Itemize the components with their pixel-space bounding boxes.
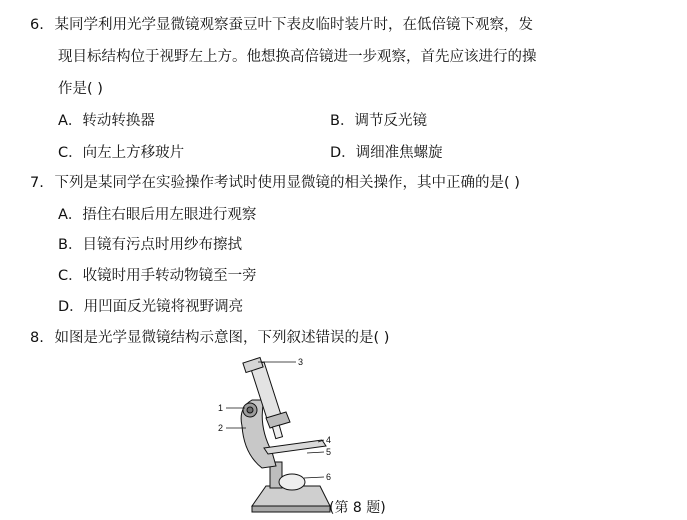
leader-line-5 — [307, 452, 324, 453]
figure-label-2: 2 — [218, 423, 224, 433]
q7-option-d — [58, 297, 243, 317]
figure-label-4: 4 — [326, 435, 332, 445]
figure-label-5: 5 — [326, 447, 332, 457]
option-text: 目镜有污点时用纱布擦拭 — [82, 237, 242, 253]
option-label: C． — [58, 268, 83, 284]
option-text: 调节反光镜 — [354, 113, 427, 129]
option-label: C． — [58, 145, 83, 161]
microscope-base-front — [252, 506, 330, 512]
option-text: 转动转换器 — [82, 113, 155, 129]
microscope-fine-knob — [247, 407, 253, 413]
option-text: 捂住右眼后用左眼进行观察 — [82, 207, 257, 223]
q6-option-b — [330, 111, 427, 131]
q8-stem-text-1: 如图是光学显微镜结构示意图，下列叙述错误的是( ) — [54, 330, 390, 346]
option-text: 向左上方移玻片 — [82, 145, 185, 161]
figure-caption: (第 8 题) — [329, 500, 386, 516]
q6-option-c — [58, 143, 184, 163]
leader-line-6 — [304, 477, 324, 478]
microscope-objective — [272, 425, 282, 438]
q6-option-a — [58, 111, 155, 131]
q7-number: 7. — [30, 175, 44, 191]
option-label: A． — [58, 113, 83, 129]
option-label: B． — [58, 237, 83, 253]
q6-option-d — [330, 143, 443, 163]
q7-stem-line-1 — [30, 173, 520, 193]
figure-label-1: 1 — [218, 403, 224, 413]
option-label: D． — [330, 145, 356, 161]
q8-number: 8. — [30, 330, 44, 346]
microscope-stage — [264, 440, 326, 454]
option-label: D． — [58, 299, 84, 315]
option-label: B． — [330, 113, 355, 129]
q7-option-c — [58, 266, 257, 286]
option-text: 调细准焦螺旋 — [355, 145, 443, 161]
q7-option-b — [58, 235, 242, 255]
q8-stem-line-1 — [30, 328, 389, 348]
microscope-mirror — [279, 474, 305, 490]
q6-stem-line-2: 现目标结构位于视野左上方。他想换高倍镜进一步观察，首先应该进行的操 — [58, 49, 537, 65]
option-label: A． — [58, 207, 83, 223]
figure-label-6: 6 — [326, 472, 332, 482]
q6-stem-line-3: 作是( ) — [58, 81, 103, 97]
q7-option-a — [58, 205, 256, 225]
option-text: 收镜时用手转动物镜至一旁 — [82, 268, 257, 284]
option-text: 用凹面反光镜将视野调亮 — [83, 299, 244, 315]
figure-label-3: 3 — [298, 357, 304, 367]
q6-stem-text-1: 某同学利用光学显微镜观察蚕豆叶下表皮临时装片时，在低倍镜下观察，发 — [54, 17, 533, 33]
q7-stem-text-1: 下列是某同学在实验操作考试时使用显微镜的相关操作，其中正确的是( ) — [54, 175, 520, 191]
q6-number: 6. — [30, 17, 44, 33]
microscope-diagram — [212, 356, 352, 518]
q6-stem-line-1 — [30, 15, 533, 35]
